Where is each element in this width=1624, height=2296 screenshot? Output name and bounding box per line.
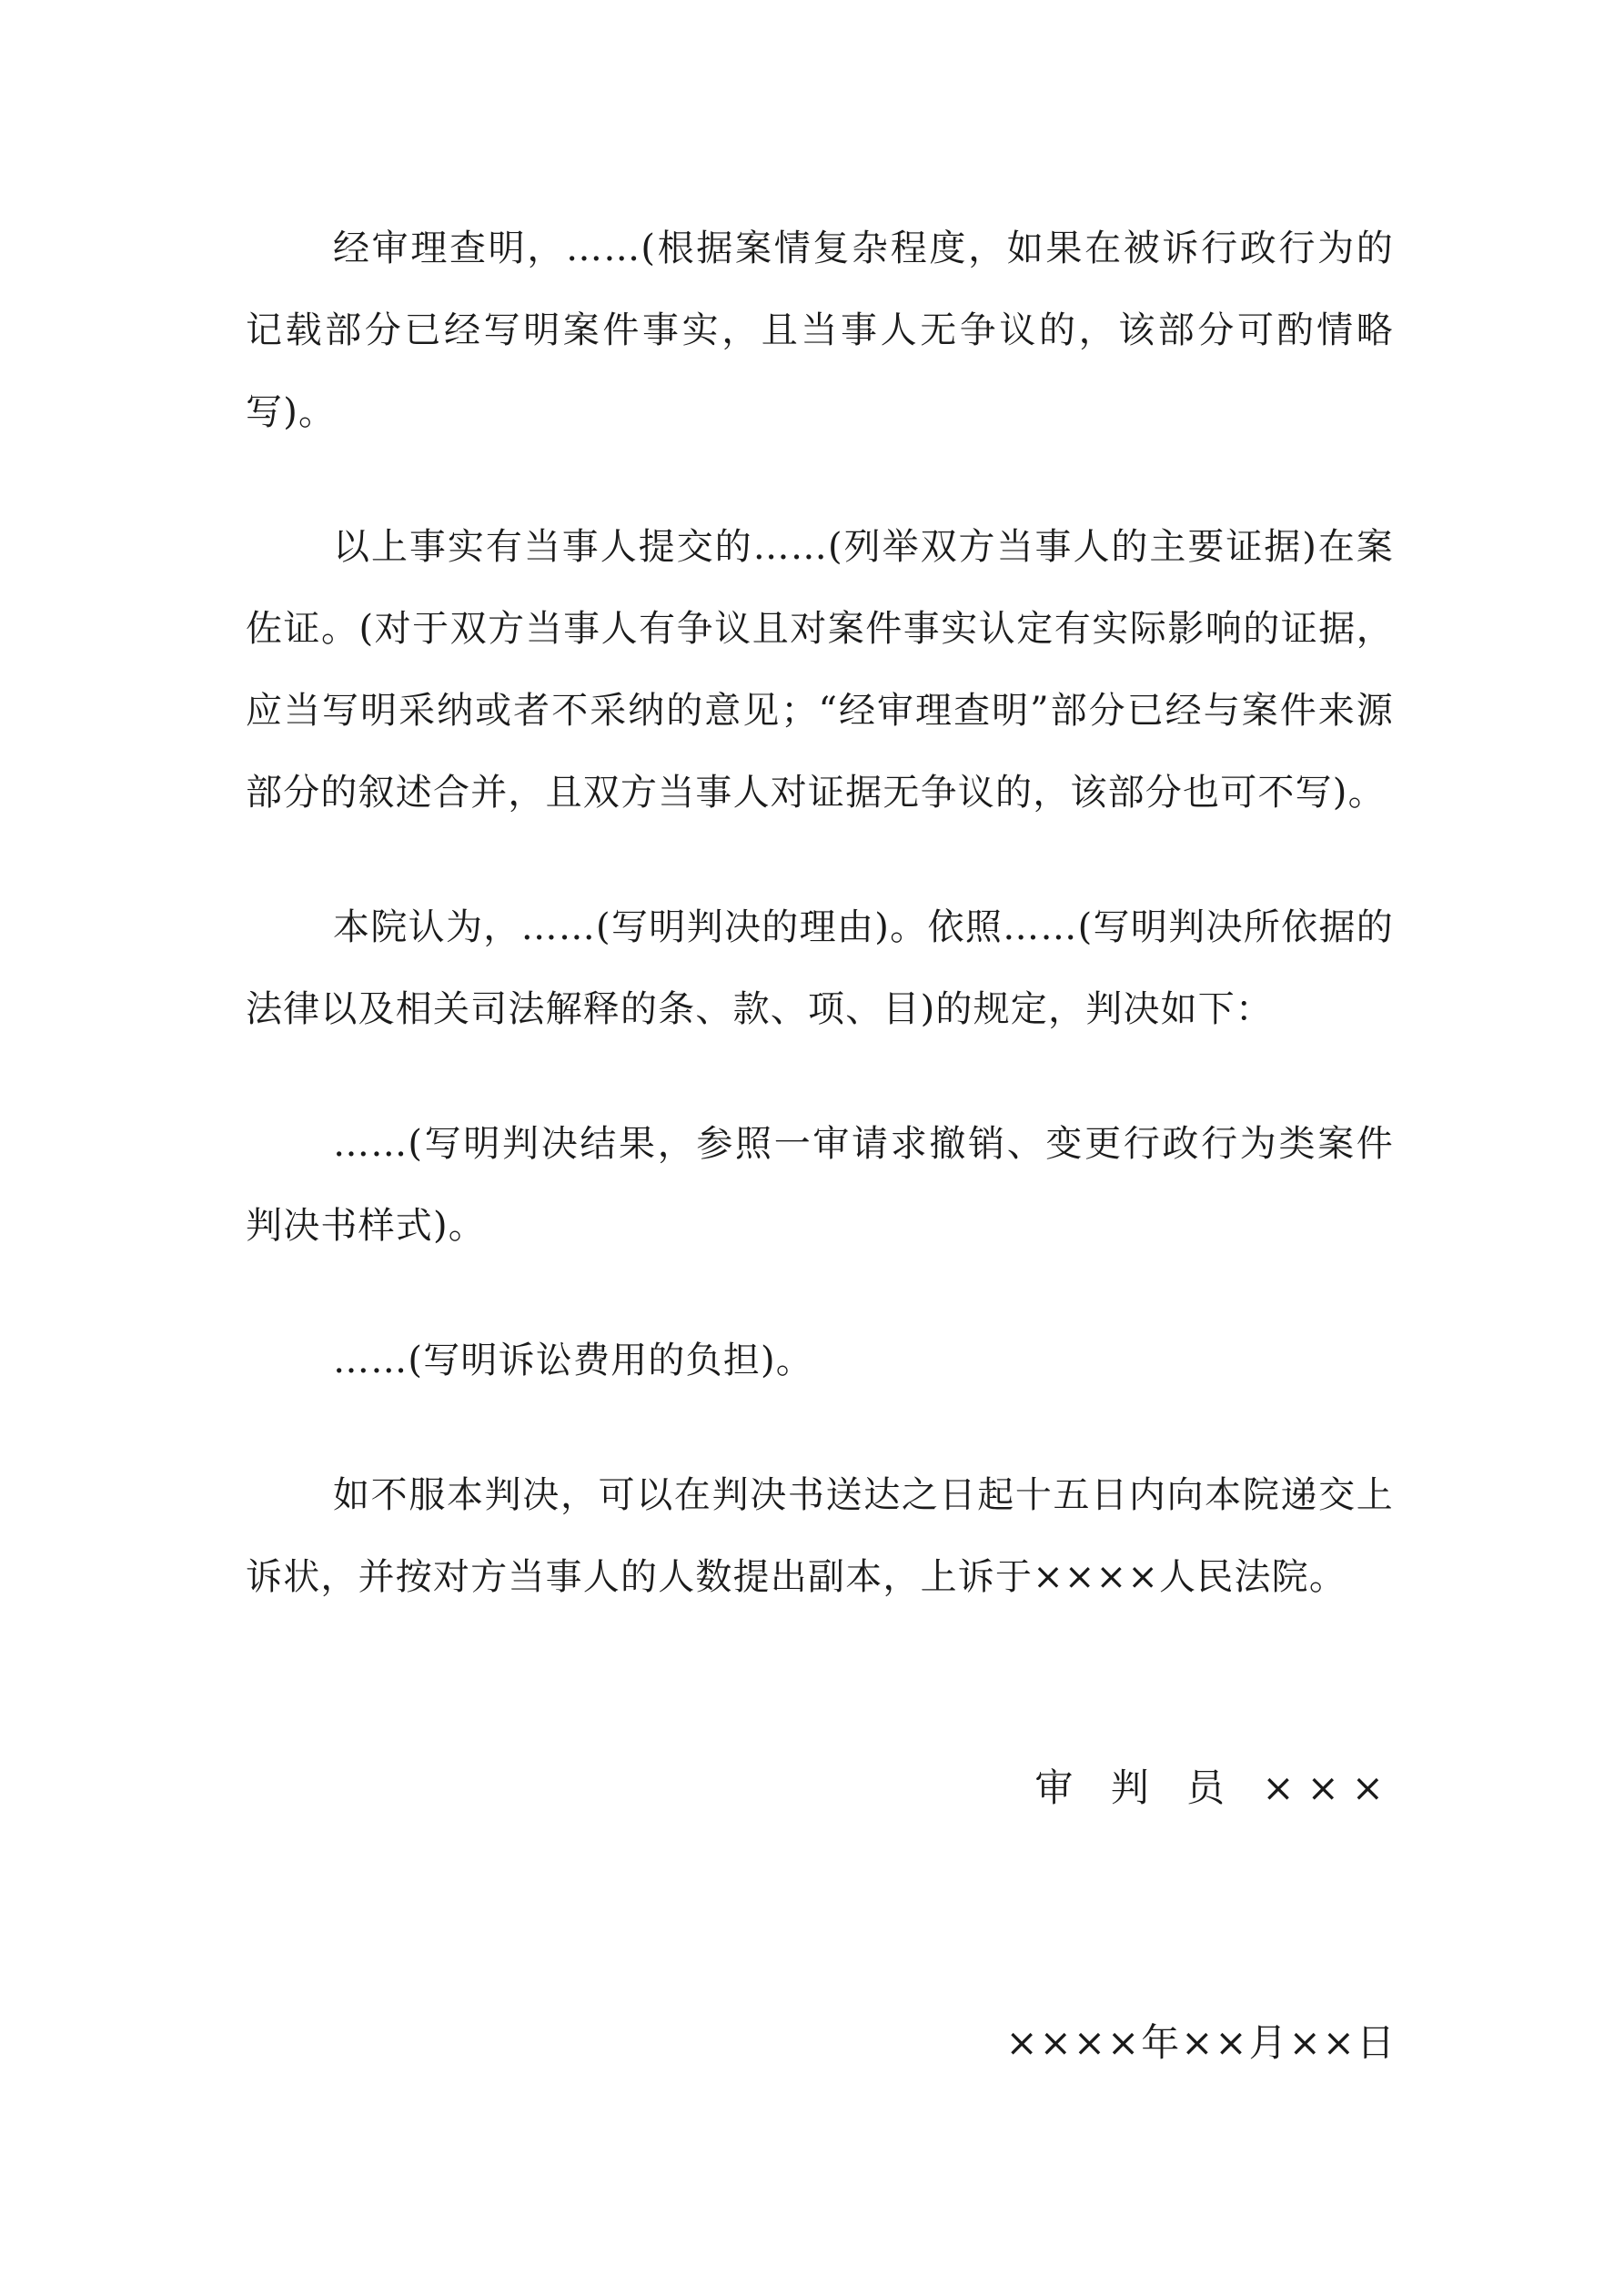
- paragraph-judgment-result: ……(写明判决结果，参照一审请求撤销、变更行政行为类案件判决书样式)。: [246, 1123, 1394, 1247]
- paragraph-court-opinion: 本院认为，……(写明判决的理由)。依照……(写明判决所依据的法律以及相关司法解释的条、款、项、目)的规定，判决如下：: [246, 906, 1394, 1030]
- judgment-date: ××××年××月××日: [1005, 2020, 1397, 2065]
- document-body: [246, 207, 1394, 1671]
- paragraph-fact-finding: 经审理查明，……(根据案情复杂程度，如果在被诉行政行为的记载部分已经写明案件事实，且当事人无争议的，该部分可酌情略写)。: [246, 228, 1394, 433]
- paragraph-litigation-costs: ……(写明诉讼费用的负担)。: [333, 1340, 814, 1381]
- judge-signature: 审 判 员 ×××: [1034, 1765, 1397, 1810]
- paragraph-evidence: 以上事实有当事人提交的……(列举双方当事人的主要证据)在案佐证。(对于双方当事人有争议且对案件事实认定有实际影响的证据，应当写明采纳或者不采纳的意见；“经审理查明”部分已经与案件来源部分的叙述合并，且双方当事人对证据无争议的，该部分也可不写)。: [246, 526, 1394, 814]
- paragraph-appeal-notice: 如不服本判决，可以在判决书送达之日起十五日内向本院递交上诉状，并按对方当事人的人数提出副本，上诉于××××人民法院。: [246, 1474, 1394, 1598]
